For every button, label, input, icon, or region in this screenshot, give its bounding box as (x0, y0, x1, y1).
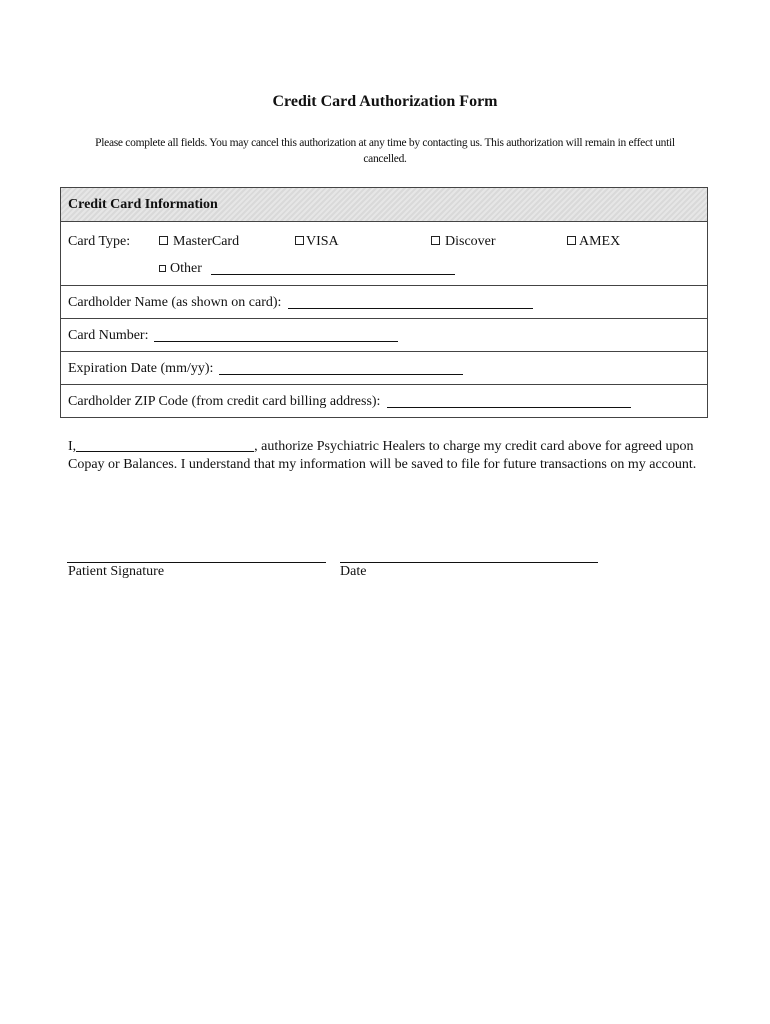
amex-label: AMEX (579, 234, 621, 249)
zip-label: Cardholder ZIP Code (from credit card billing address): (68, 394, 381, 409)
form-title: Credit Card Authorization Form (272, 93, 498, 110)
date-line[interactable] (340, 561, 598, 563)
form-instructions: Please complete all fields. You may cancel this authorization at any time by contacting us. This authorization will remain in effect until cancelled. (95, 137, 675, 165)
mastercard-label: MasterCard (173, 234, 240, 249)
card-number-row (61, 319, 707, 352)
amex-checkbox[interactable] (567, 236, 576, 245)
patient-signature-line[interactable] (67, 561, 326, 563)
discover-checkbox[interactable] (431, 236, 440, 245)
visa-checkbox[interactable] (295, 236, 304, 245)
section-header: Credit Card Information (68, 197, 218, 212)
expiration-label: Expiration Date (mm/yy): (68, 361, 214, 376)
authorization-statement (68, 438, 698, 474)
card-number-label: Card Number: (68, 328, 149, 343)
other-checkbox[interactable] (159, 265, 166, 272)
other-option[interactable] (159, 260, 455, 277)
expiration-field[interactable] (219, 360, 463, 375)
authorization-text: , authorize Psychiatric Healers to charge my credit card above for agreed upon Copay or Balances. I understand that my information will be saved to file for future transactions on my account. (68, 439, 697, 472)
credit-card-info-table (60, 187, 708, 418)
zip-field[interactable] (387, 393, 631, 408)
mastercard-checkbox[interactable] (159, 236, 168, 245)
discover-label: Discover (445, 234, 496, 249)
amex-option[interactable] (567, 234, 620, 250)
expiration-row (61, 352, 707, 385)
card-type-label: Card Type: (68, 234, 131, 249)
visa-option[interactable] (295, 234, 339, 250)
visa-label: VISA (306, 234, 339, 249)
zip-row (61, 385, 707, 418)
authorizer-name-field[interactable] (76, 438, 254, 452)
date-label: Date (340, 564, 367, 579)
other-input-line[interactable] (211, 260, 455, 275)
other-label: Other (170, 261, 202, 276)
cardholder-name-label: Cardholder Name (as shown on card): (68, 295, 282, 310)
authorization-prefix: I, (68, 439, 77, 454)
patient-signature-label: Patient Signature (68, 564, 165, 579)
card-type-row (61, 222, 707, 286)
section-header-row (61, 188, 707, 222)
discover-option[interactable] (431, 234, 496, 250)
cardholder-name-row (61, 286, 707, 319)
card-number-field[interactable] (154, 327, 398, 342)
cardholder-name-field[interactable] (288, 294, 533, 309)
mastercard-option[interactable] (159, 234, 239, 250)
